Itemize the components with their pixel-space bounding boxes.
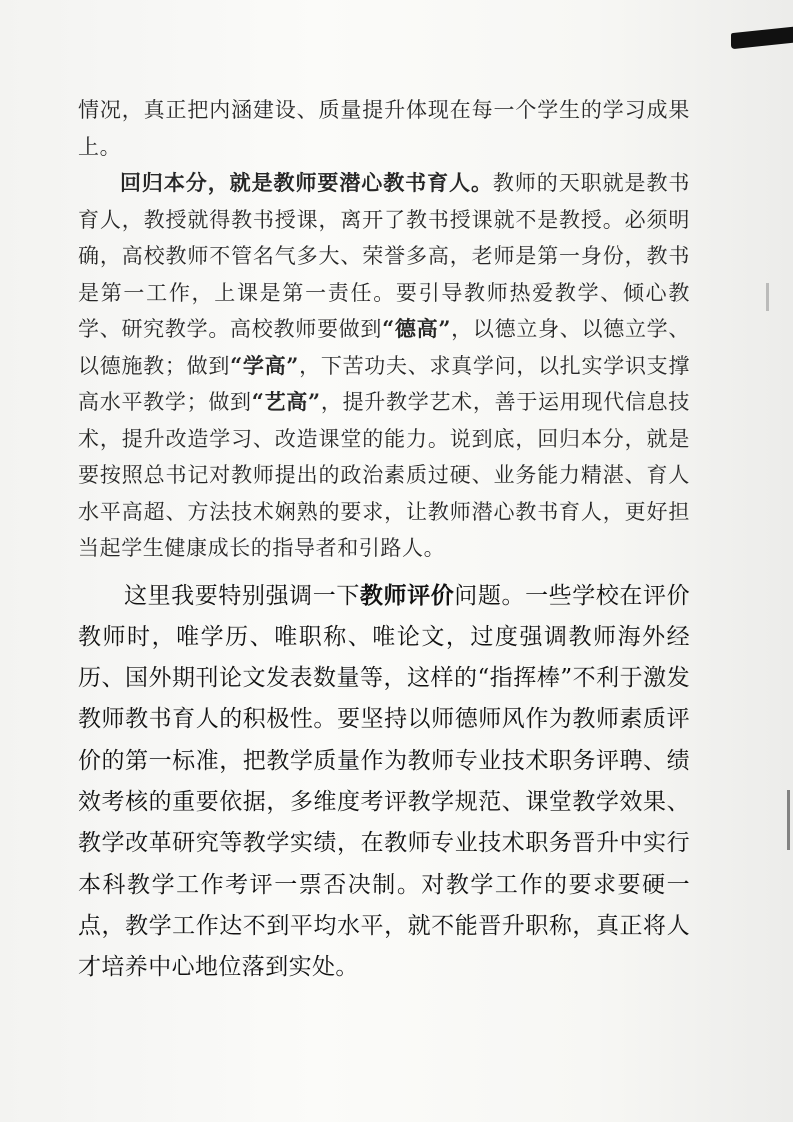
scan-edge-mark: [766, 283, 769, 311]
text-segment: ，下苦功夫、求真学问，以扎实学识支撑高水平教学；做到: [78, 353, 690, 414]
body-text: [78, 92, 690, 988]
scan-corner-mark: [731, 27, 793, 50]
paragraph-continuation: [78, 92, 690, 165]
emphasis-text: “德高”: [382, 316, 452, 341]
text-segment: 问题。一些学校在评价教师时，唯学历、唯职称、唯论文，过度强调教师海外经历、国外期刊论文发表数量等，这样的“指挥棒”不利于激发教师教书育人的积极性。要坚持以师德师风作为教师素质评价的第一标准，把教学质量作为教师专业技术职务评聘、绩效考核的重要依据，多维度考评教学规范、课堂教学效果、教学改革研究等教学实绩，在教师专业技术职务晋升中实行本科教学工作考评一票否决制。对教学工作的要求要硬一点，教学工作达不到平均水平，就不能晋升职称，真正将人才培养中心地位落到实处。: [78, 582, 691, 981]
text-segment: 这里我要特别强调一下: [124, 582, 360, 609]
emphasis-text: 教师评价: [359, 581, 455, 609]
text-segment: 教师的天职就是教书育人，教授就得教书授课，离开了教书授课就不是教授。必须明确，高校教师不管名气多大、荣誉多高，老师是第一身份，教书是第一工作，上课是第一责任。要引导教师热爱教学、倾心教学、研究教学。高校教师要做到: [78, 171, 690, 341]
text-segment: 情况，真正把内涵建设、质量提升体现在每一个学生的学习成果上。: [78, 98, 690, 159]
paragraph-teacher-evaluation: [78, 575, 690, 989]
text-segment: ，以德立身、以德立学、以德施教；做到: [78, 317, 691, 378]
paragraph-return-to-duty: [78, 165, 690, 567]
emphasis-text: “学高”: [230, 352, 299, 378]
scan-edge-mark: [787, 790, 790, 850]
text-segment: ，提升教学艺术，善于运用现代信息技术，提升改造学习、改造课堂的能力。说到底，回归本分，就是要按照总书记对教师提出的政治素质过硬、业务能力精湛、育人水平高超、方法技术娴熟的要求，让教师潜心教书育人，更好担当起学生健康成长的指导者和引路人。: [78, 390, 690, 560]
emphasis-text: “艺高”: [251, 389, 321, 414]
emphasis-text: 回归本分，就是教师要潜心教书育人。: [120, 170, 493, 195]
